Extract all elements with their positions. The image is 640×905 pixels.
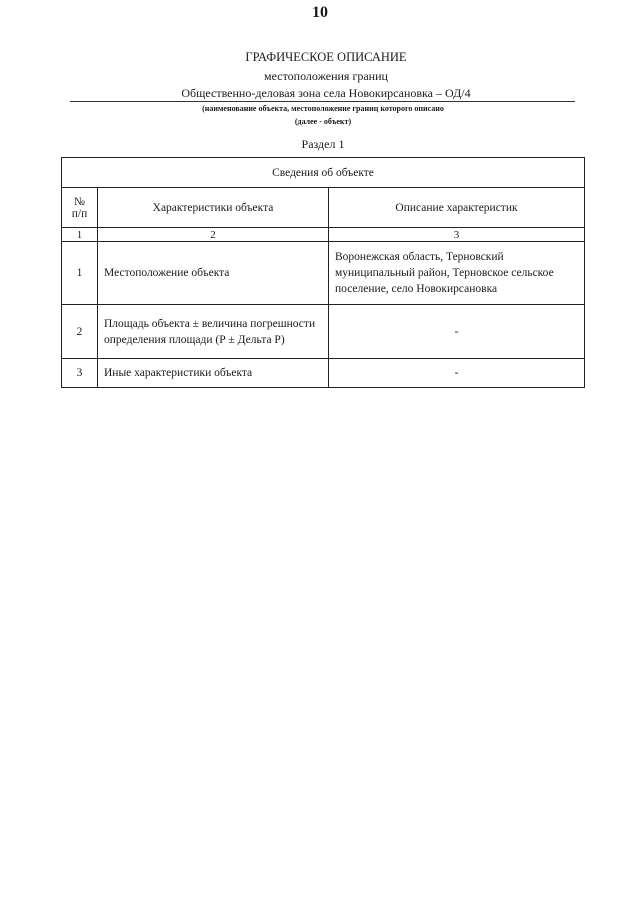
object-info-table: [61, 157, 585, 388]
table-row: [62, 242, 585, 305]
column-number-1: 1: [62, 228, 98, 242]
object-note-line1: (наименование объекта, местоположение границ которого описано: [202, 104, 444, 113]
object-note-line2: (далее - объект): [294, 117, 352, 126]
column-number-2: 2: [98, 228, 329, 242]
column-header-characteristics: Характеристики объекта: [98, 188, 329, 228]
table-row: [62, 359, 585, 388]
column-number-3: 3: [329, 228, 585, 242]
row-number: 2: [62, 305, 98, 359]
row-description: -: [329, 305, 585, 359]
column-header-description: Описание характеристик: [329, 188, 585, 228]
page-number: 10: [312, 4, 328, 21]
row-characteristic: Местоположение объекта: [98, 242, 329, 305]
table-header-row: [62, 188, 585, 228]
row-characteristic: Иные характеристики объекта: [98, 359, 329, 388]
row-characteristic: Площадь объекта ± величина погрешности определения площади (Р ± Дельта Р): [98, 305, 329, 359]
row-number: 3: [62, 359, 98, 388]
row-number: 1: [62, 242, 98, 305]
column-number-row: [62, 228, 585, 242]
object-name: Общественно-деловая зона села Новокирсановка – ОД/4: [181, 86, 471, 100]
table-caption-row: [62, 158, 585, 188]
row-description: -: [329, 359, 585, 388]
section-heading: Раздел 1: [301, 137, 345, 151]
document-subtitle: местоположения границ: [264, 69, 388, 83]
row-description: Воронежская область, Терновский муниципальный район, Терновское сельское поселение, село Новокирсановка: [329, 242, 585, 305]
table-caption: Сведения об объекте: [62, 158, 585, 188]
underline-divider: [70, 101, 575, 102]
table-row: [62, 305, 585, 359]
column-header-number: № п/п: [62, 188, 98, 228]
document-title: ГРАФИЧЕСКОЕ ОПИСАНИЕ: [245, 50, 407, 64]
